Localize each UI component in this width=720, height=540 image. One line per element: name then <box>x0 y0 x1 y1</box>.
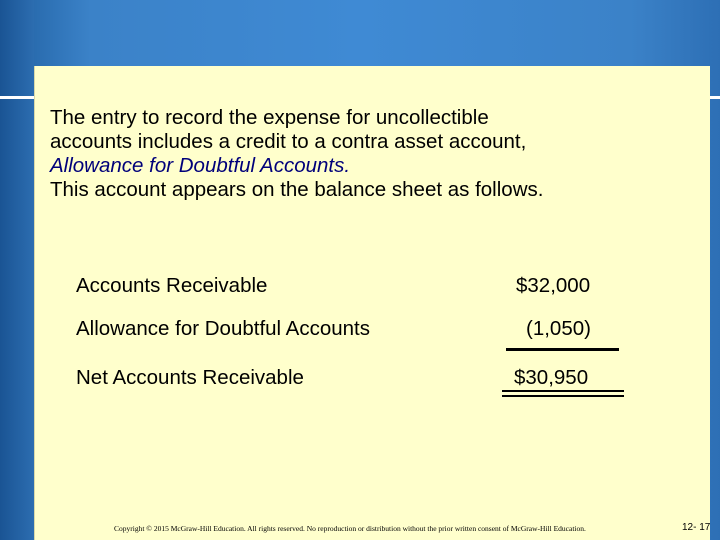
intro-paragraph <box>50 106 700 202</box>
intro-emphasis-account-name: Allowance for Doubtful Accounts. <box>50 154 351 177</box>
subtotal-underline <box>506 348 619 351</box>
intro-line-2: accounts includes a credit to a contra asset account, <box>50 130 527 153</box>
intro-line-1: The entry to record the expense for uncollectible <box>50 106 489 129</box>
total-double-underline-bottom <box>502 395 624 397</box>
total-double-underline-top <box>502 390 624 392</box>
allowance-label: Allowance for Doubtful Accounts <box>76 317 370 340</box>
allowance-value: (1,050) <box>526 317 591 340</box>
slide-page-number: 12- 17 <box>682 522 711 533</box>
intro-line-4: This account appears on the balance sheet as follows. <box>50 178 544 201</box>
net-receivable-label: Net Accounts Receivable <box>76 366 304 389</box>
accounts-receivable-label: Accounts Receivable <box>76 274 268 297</box>
copyright-notice: Copyright © 2015 McGraw-Hill Education. All rights reserved. No reproduction or distribution without the prior written consent of McGraw-Hill Education. <box>114 524 586 533</box>
accounts-receivable-value: $32,000 <box>516 274 591 297</box>
net-receivable-value: $30,950 <box>514 366 589 389</box>
left-border-strip <box>0 0 34 540</box>
